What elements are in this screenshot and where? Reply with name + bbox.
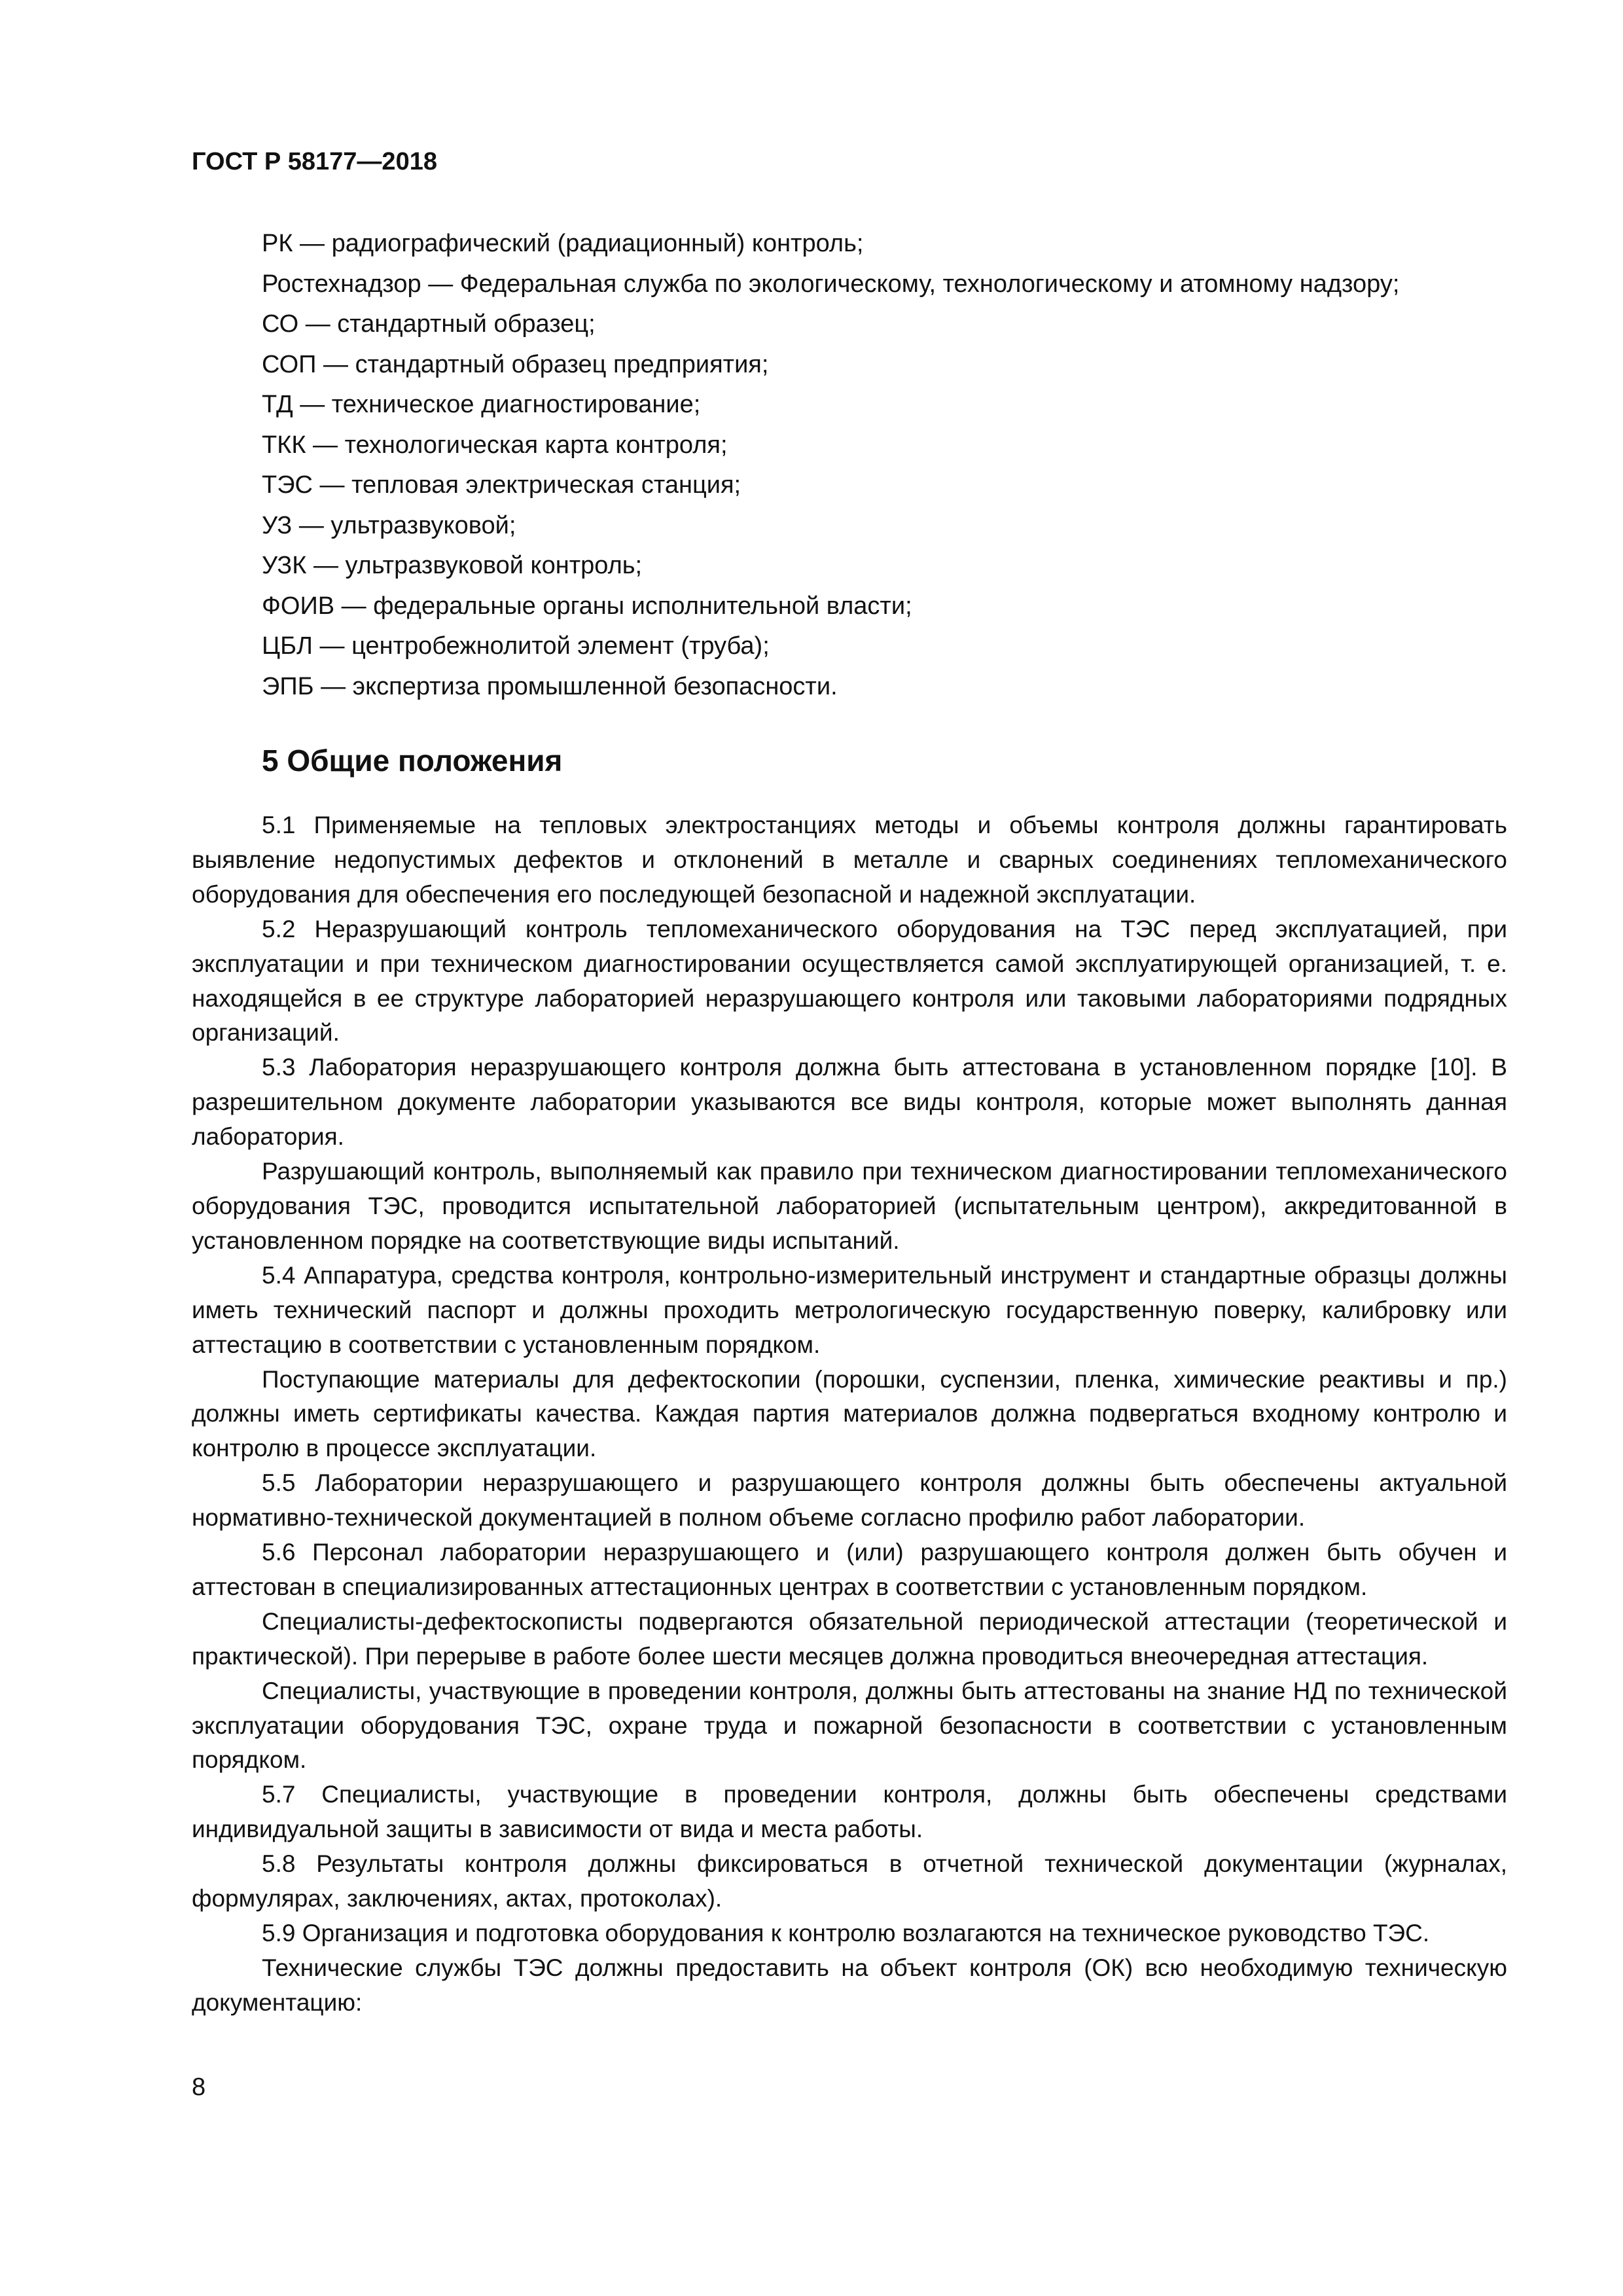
page-number: 8 bbox=[192, 2073, 206, 2101]
abbreviation-item: ТКК — технологическая карта контроля; bbox=[262, 431, 728, 459]
section-heading: 5 Общие положения bbox=[262, 744, 563, 778]
abbreviation-item: ТЭС — тепловая электрическая станция; bbox=[262, 471, 741, 499]
abbreviation-item: Ростехнадзор — Федеральная служба по экологическому, технологическому и атомному надзору; bbox=[262, 270, 1400, 298]
abbreviation-item: УЗ — ультразвуковой; bbox=[262, 511, 516, 539]
paragraph: 5.6 Персонал лаборатории неразрушающего и (или) разрушающего контроля должен быть обучен и аттестован в специализированных аттестационных центрах в соответствии с установленным порядком. bbox=[192, 1539, 1507, 1600]
paragraph: 5.1 Применяемые на тепловых электростанциях методы и объемы контроля должны гарантировать выявление недопустимых дефектов и отклонений в металле и сварных соединениях тепломеханического оборудования для обеспечения его последующей безопасной и надежной эксплуатации. bbox=[192, 812, 1507, 908]
paragraph: Поступающие материалы для дефектоскопии (порошки, суспензии, пленка, химические реактивы и пр.) должны иметь сертификаты качества. Каждая партия материалов должна подвергаться входному контролю и контролю в процессе эксплуатации. bbox=[192, 1365, 1507, 1462]
paragraph: 5.3 Лаборатория неразрушающего контроля должна быть аттестована в установленном порядке [10]. В разрешительном документе лаборатории указываются все виды контроля, которые может выполнять данная лаборатория. bbox=[192, 1054, 1507, 1151]
paragraph: Специалисты, участвующие в проведении контроля, должны быть аттестованы на знание НД по технической эксплуатации оборудования ТЭС, охране труда и пожарной безопасности в соответствии с установленным порядком. bbox=[192, 1677, 1507, 1774]
abbreviation-item: ЦБЛ — центробежнолитой элемент (труба); bbox=[262, 632, 770, 660]
paragraph: 5.9 Организация и подготовка оборудования к контролю возлагаются на техническое руководство ТЭС. bbox=[262, 1920, 1430, 1946]
paragraph: Разрушающий контроль, выполняемый как правило при техническом диагностировании тепломеханического оборудования ТЭС, проводится испытательной лабораторией (испытательным центром), аккредитованной в установленном порядке на соответствующие виды испытаний. bbox=[192, 1158, 1507, 1254]
paragraph: 5.7 Специалисты, участвующие в проведении контроля, должны быть обеспечены средствами индивидуальной защиты в зависимости от вида и места работы. bbox=[192, 1781, 1507, 1843]
abbreviation-item: РК — радиографический (радиационный) контроль; bbox=[262, 230, 864, 257]
paragraph: 5.2 Неразрушающий контроль тепломеханического оборудования на ТЭС перед эксплуатацией, при эксплуатации и при техническом диагностировании осуществляется самой эксплуатирующей организацией, т. е. находящейся в ее структуре лабораторией неразрушающего контроля или таковыми лабораториями подрядных организаций. bbox=[192, 915, 1507, 1047]
abbreviation-item: ЭПБ — экспертиза промышленной безопасности. bbox=[262, 672, 838, 700]
paragraph: 5.5 Лаборатории неразрушающего и разрушающего контроля должны быть обеспечены актуальной нормативно-технической документацией в полном объеме согласно профилю работ лаборатории. bbox=[192, 1469, 1507, 1532]
abbreviation-item: ТД — техническое диагностирование; bbox=[262, 391, 701, 418]
paragraph: Технические службы ТЭС должны предоставить на объект контроля (ОК) всю необходимую техническую документацию: bbox=[192, 1954, 1507, 2016]
abbreviation-item: ФОИВ — федеральные органы исполнительной власти; bbox=[262, 592, 912, 620]
paragraph: 5.8 Результаты контроля должны фиксироваться в отчетной технической документации (журналах, формулярах, заключениях, актах, протоколах). bbox=[192, 1850, 1507, 1912]
section-body bbox=[192, 808, 1507, 2020]
abbreviation-item: СО — стандартный образец; bbox=[262, 310, 596, 338]
paragraph: 5.4 Аппаратура, средства контроля, контрольно-измерительный инструмент и стандартные образцы должны иметь технический паспорт и должны проходить метрологическую государственную поверку, калибровку или аттестацию в соответствии с установленным порядком. bbox=[192, 1261, 1507, 1358]
document-code-header: ГОСТ Р 58177—2018 bbox=[192, 148, 437, 175]
paragraph: Специалисты-дефектоскописты подвергаются обязательной периодической аттестации (теоретической и практической). При перерыве в работе более шести месяцев должна проводиться внеочередная аттестация. bbox=[192, 1607, 1507, 1670]
abbreviation-item: УЗК — ультразвуковой контроль; bbox=[262, 552, 643, 579]
abbreviations-list bbox=[262, 224, 1505, 707]
abbreviation-item: СОП — стандартный образец предприятия; bbox=[262, 350, 769, 378]
